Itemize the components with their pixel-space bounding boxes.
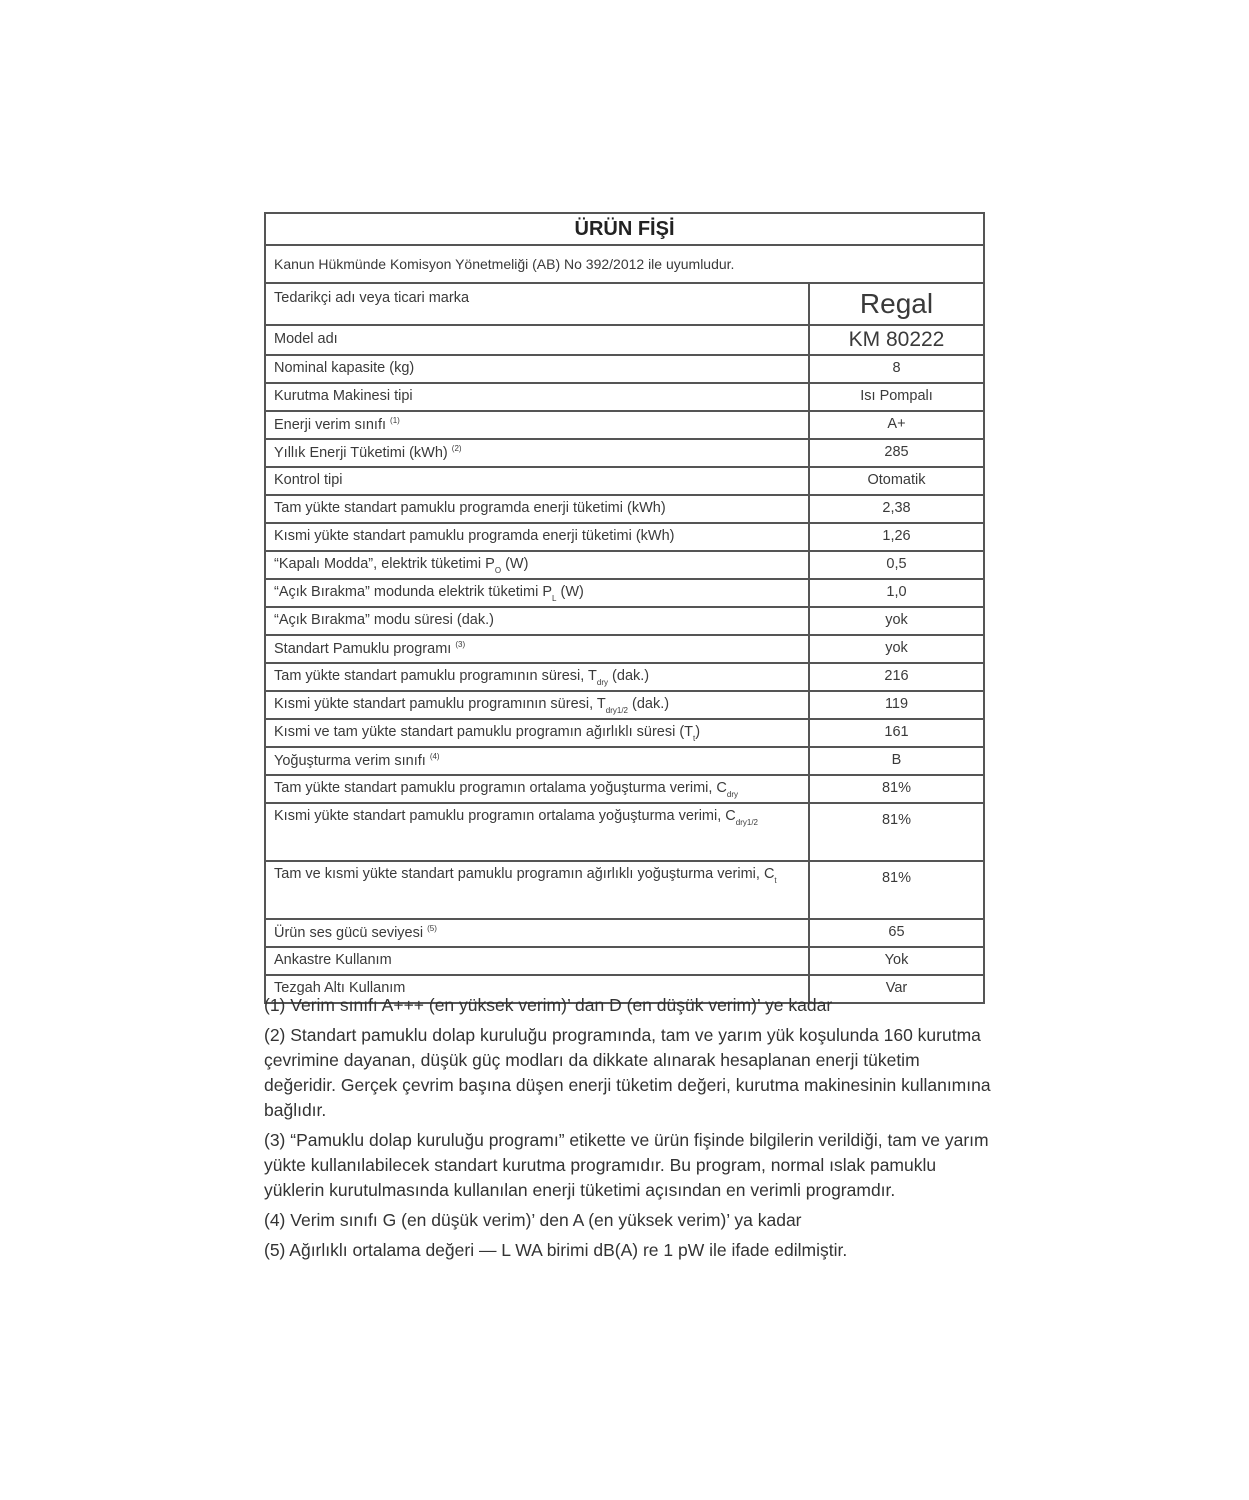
row-label: “Açık Bırakma” modunda elektrik tüketimi P (274, 584, 553, 601)
table-row (265, 495, 984, 523)
footnote-3: (3) “Pamuklu dolap kuruluğu programı” etikette ve ürün fişinde bilgilerin verildiği, tam ve yarım yükte kullanılabilecek standart kurutma programıdır. Bu program, normal ıslak pamuklu yüklerin kurutulmasında kullanılan enerji tüketimi açısından en verimli programdır. (264, 1130, 989, 1200)
table-row (265, 383, 984, 411)
row-label-cell (265, 719, 809, 747)
row-label-cell (265, 551, 809, 579)
table-row (265, 691, 984, 719)
subscript: t (693, 734, 696, 744)
row-label: Kısmi yükte standart pamuklu programının süresi, T (274, 696, 606, 713)
row-label: Tam yükte standart pamuklu programda enerji tüketimi (kWh) (265, 495, 809, 523)
row-label: Ürün ses gücü seviyesi (274, 924, 424, 941)
row-value: 81% (809, 775, 984, 803)
row-label-cell (265, 919, 809, 947)
row-value: Yok (809, 947, 984, 975)
table-row (265, 947, 984, 975)
fiche-title: ÜRÜN FİŞİ (265, 213, 984, 245)
row-value: 81% (809, 861, 984, 919)
row-label-suffix: (W) (501, 556, 529, 573)
product-fiche (264, 212, 983, 1004)
table-row (265, 747, 984, 775)
row-label: Kurutma Makinesi tipi (265, 383, 809, 411)
row-value: 285 (809, 439, 984, 467)
row-label: Tam ve kısmi yükte standart pamuklu programın ağırlıklı yoğuşturma verimi, C (274, 866, 775, 882)
table-row (265, 551, 984, 579)
row-label: Standart Pamuklu programı (274, 640, 452, 657)
row-value: 2,38 (809, 495, 984, 523)
row-label-suffix: ) (695, 724, 701, 741)
row-label-cell (265, 635, 809, 663)
footnote-ref: (3) (455, 639, 466, 649)
table-row (265, 467, 984, 495)
footnote-5: (5) Ağırlıklı ortalama değeri — L WA birimi dB(A) re 1 pW ile ifade edilmiştir. (264, 1240, 848, 1260)
row-value: 216 (809, 663, 984, 691)
row-label: “Açık Bırakma” modu süresi (dak.) (265, 607, 809, 635)
table-row (265, 803, 984, 861)
row-value: 65 (809, 919, 984, 947)
row-label: Tezgah Altı Kullanım (265, 975, 809, 1003)
row-label: Tam yükte standart pamuklu programının süresi, T (274, 668, 597, 685)
subscript: dry (596, 678, 609, 688)
table-row (265, 325, 984, 355)
footnote-ref: (5) (427, 923, 437, 933)
row-label: Tedarikçi adı veya ticari marka (265, 283, 809, 325)
row-value: 0,5 (809, 551, 984, 579)
table-row (265, 775, 984, 803)
table-row (265, 579, 984, 607)
row-value: A+ (809, 411, 984, 439)
row-label: Ankastre Kullanım (265, 947, 809, 975)
row-label: Yıllık Enerji Tüketimi (kWh) (274, 444, 448, 461)
table-row (265, 607, 984, 635)
footnotes (264, 993, 994, 1268)
row-label-cell (265, 439, 809, 467)
row-label: Kısmi yükte standart pamuklu programın ortalama yoğuşturma verimi, C (274, 808, 736, 824)
row-label-cell (265, 579, 809, 607)
row-label: Nominal kapasite (kg) (265, 355, 809, 383)
row-label-cell (265, 411, 809, 439)
subscript: t (774, 876, 777, 885)
row-label: Kısmi yükte standart pamuklu programda enerji tüketimi (kWh) (265, 523, 809, 551)
table-row (265, 355, 984, 383)
row-value: Var (809, 975, 984, 1003)
table-row (265, 523, 984, 551)
row-value: 1,0 (809, 579, 984, 607)
subscript: dry (726, 790, 739, 800)
table-row (265, 283, 984, 325)
fiche-table (264, 212, 985, 1004)
row-label-cell (265, 861, 809, 919)
row-value: 1,26 (809, 523, 984, 551)
row-label: “Kapalı Modda”, elektrik tüketimi P (274, 556, 495, 573)
footnote-ref: (4) (429, 751, 440, 761)
row-value: yok (809, 607, 984, 635)
footnote-4: (4) Verim sınıfı G (en düşük verim)’ den A (en yüksek verim)’ ya kadar (264, 1210, 802, 1230)
row-label: Model adı (265, 325, 809, 355)
row-label-suffix: (W) (556, 584, 584, 601)
table-row (265, 663, 984, 691)
row-label: Kısmi ve tam yükte standart pamuklu programın ağırlıklı süresi (T (274, 724, 694, 741)
footnote-ref: (1) (390, 415, 400, 425)
footnote-1: (1) Verim sınıfı A+++ (en yüksek verim)’ dan D (en düşük verim)’ ye kadar (264, 995, 833, 1015)
row-value: 81% (809, 803, 984, 861)
table-row (265, 861, 984, 919)
footnote-ref: (2) (451, 443, 462, 453)
row-label: Yoğuşturma verim sınıfı (274, 752, 426, 769)
row-label: Enerji verim sınıfı (274, 416, 386, 433)
table-row (265, 719, 984, 747)
row-label-suffix: (dak.) (608, 668, 650, 685)
subscript: dry1/2 (605, 706, 628, 716)
row-label-cell (265, 663, 809, 691)
footnote-2: (2) Standart pamuklu dolap kuruluğu programında, tam ve yarım yük koşulunda 160 kurutma çevrimine dayanan, düşük güç modları da dikkate alınarak hesaplanan enerji tüketim değeridir. Gerçek çevrim başına düşen enerji tüketim değeri, kurutma makinesinin kullanımına bağlıdır. (264, 1025, 991, 1120)
table-row (265, 635, 984, 663)
row-label-cell (265, 747, 809, 775)
table-row (265, 919, 984, 947)
row-label-cell (265, 691, 809, 719)
regulation-text: Kanun Hükmünde Komisyon Yönetmeliği (AB) No 392/2012 ile uyumludur. (265, 245, 984, 283)
row-label-cell (265, 775, 809, 803)
table-row (265, 439, 984, 467)
row-value: Isı Pompalı (809, 383, 984, 411)
row-value: 161 (809, 719, 984, 747)
table-row (265, 411, 984, 439)
row-value: yok (809, 635, 984, 663)
brand-value: Regal (809, 283, 984, 325)
row-value: B (809, 747, 984, 775)
subscript: O (494, 566, 502, 576)
subscript: dry1/2 (735, 818, 758, 827)
model-value: KM 80222 (809, 325, 984, 355)
row-value: 8 (809, 355, 984, 383)
row-value: Otomatik (809, 467, 984, 495)
row-label-cell (265, 803, 809, 861)
row-label-suffix: (dak.) (628, 696, 670, 713)
row-value: 119 (809, 691, 984, 719)
row-label: Kontrol tipi (265, 467, 809, 495)
row-label: Tam yükte standart pamuklu programın ortalama yoğuşturma verimi, C (274, 780, 727, 797)
subscript: L (552, 594, 557, 604)
